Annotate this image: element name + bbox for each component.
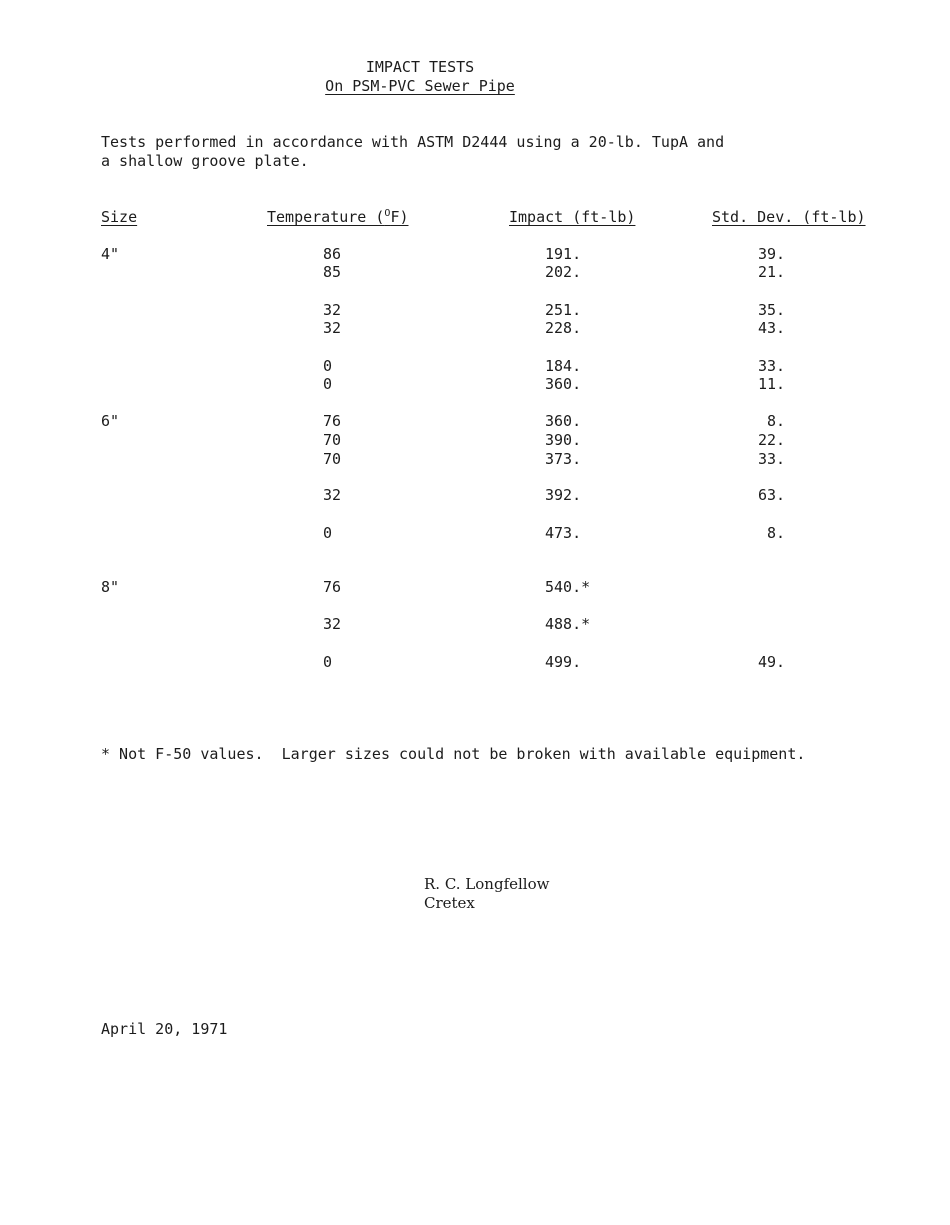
table-cell-std-dev: 8. [767,524,786,542]
header-impact: Impact (ft-lb) [509,208,636,226]
table-cell-impact: 392. [545,486,582,504]
table-cell-impact: 390. [545,431,582,449]
document-date: April 20, 1971 [101,1020,228,1038]
table-cell-std-dev: 63. [758,486,786,504]
table-cell-temperature: 0 [323,357,333,375]
table-cell-std-dev: 35. [758,301,786,319]
document-title: IMPACT TESTS [365,58,475,76]
table-cell-std-dev: 11. [758,375,786,393]
table-cell-temperature: 32 [323,319,342,337]
table-cell-impact: 228. [545,319,582,337]
table-cell-impact: 473. [545,524,582,542]
footnote: * Not F-50 values. Larger sizes could not be broken with available equipment. [101,745,806,763]
table-cell-size: 4" [101,245,120,263]
table-cell-impact: 488.* [545,615,591,633]
table-cell-temperature: 76 [323,412,342,430]
intro-line-2: a shallow groove plate. [101,152,309,170]
table-cell-temperature: 85 [323,263,342,281]
table-cell-std-dev: 49. [758,653,786,671]
table-cell-temperature: 32 [323,486,342,504]
table-cell-impact: 360. [545,375,582,393]
table-cell-std-dev: 39. [758,245,786,263]
header-std-dev: Std. Dev. (ft-lb) [712,208,866,226]
table-cell-impact: 373. [545,450,582,468]
table-cell-temperature: 0 [323,653,333,671]
table-cell-std-dev: 33. [758,357,786,375]
document-subtitle [300,77,540,96]
intro-line-1: Tests performed in accordance with ASTM D2444 using a 20-lb. TupA and [101,133,725,151]
table-cell-temperature: 0 [323,524,333,542]
table-cell-std-dev: 43. [758,319,786,337]
table-cell-temperature: 86 [323,245,342,263]
table-cell-temperature: 70 [323,431,342,449]
table-cell-temperature: 32 [323,615,342,633]
table-cell-size: 8" [101,578,120,596]
table-cell-impact: 360. [545,412,582,430]
table-cell-temperature: 0 [323,375,333,393]
table-cell-temperature: 70 [323,450,342,468]
header-temperature: Temperature ($^O$F) [267,208,409,226]
table-cell-impact: 191. [545,245,582,263]
table-cell-impact: 251. [545,301,582,319]
signature-company: Cretex [424,894,475,912]
header-size: Size [101,208,138,226]
subtitle-text: On PSM-PVC Sewer Pipe [325,77,515,95]
table-cell-std-dev: 8. [767,412,786,430]
table-cell-std-dev: 22. [758,431,786,449]
table-cell-std-dev: 21. [758,263,786,281]
table-cell-impact: 499. [545,653,582,671]
table-cell-std-dev: 33. [758,450,786,468]
table-cell-temperature: 32 [323,301,342,319]
table-cell-impact: 202. [545,263,582,281]
signature-name: R. C. Longfellow [424,875,550,893]
table-cell-impact: 184. [545,357,582,375]
table-cell-temperature: 76 [323,578,342,596]
table-cell-size: 6" [101,412,120,430]
table-cell-impact: 540.* [545,578,591,596]
